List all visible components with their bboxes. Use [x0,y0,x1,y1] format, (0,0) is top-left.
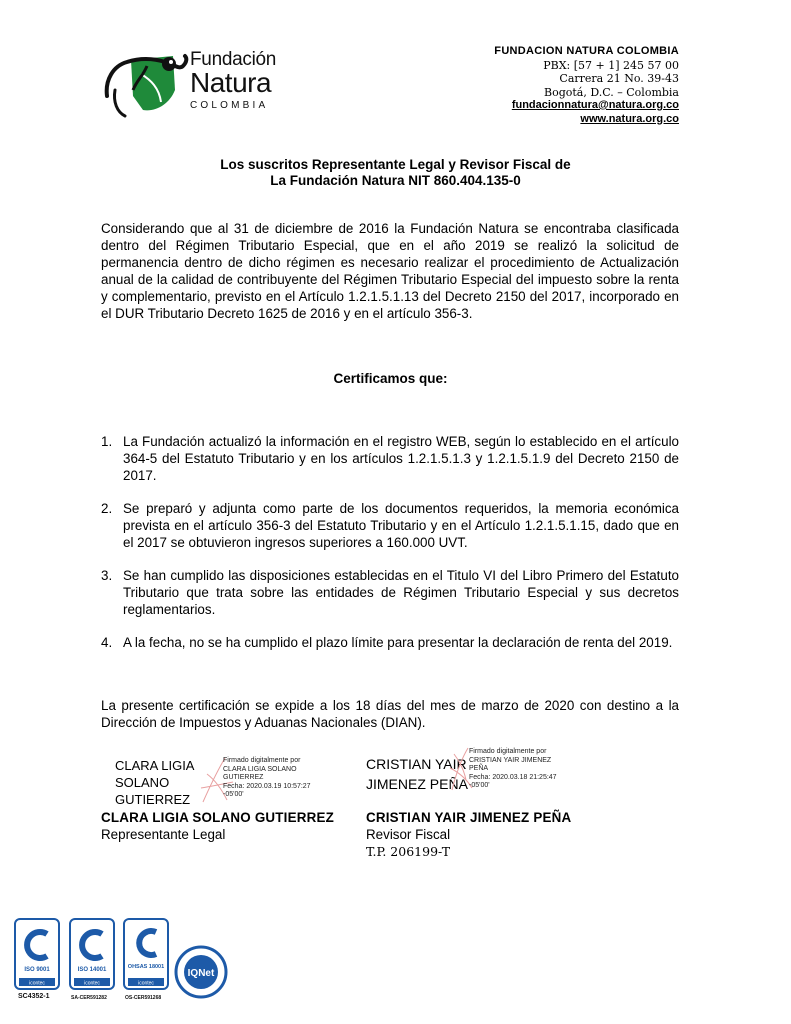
sig-2-digital-line: -05'00' [469,782,490,789]
sig-1-name-line: SOLANO [115,775,170,790]
cert-code: OS-CER591268 [125,995,162,1001]
list-item-text: La Fundación actualizó la información en el registro WEB, según lo establecido en el artículo 364-5 del Estatuto Tributario y en los artículos 1.2.1.5.1.3 y 1.2.1.5.1.9 del Decreto 2150 de 2017. [123,434,679,483]
signature-2-name: CRISTIAN YAIR JIMENEZ PEÑA [366,810,572,825]
certification-badges [12,915,232,1005]
org-address: Carrera 21 No. 39-43 [559,72,679,85]
badge-3-label: OHSAS 18001 [127,964,165,970]
sig-1-digital-line: GUTIERREZ [223,774,264,781]
certify-heading: Certificamos que: [333,371,448,386]
badge-2-brand: icontec [84,980,100,987]
iqnet-seal-icon [174,945,228,999]
signature-1-digital-stamp [223,757,311,800]
list-item [101,500,679,551]
certification-list [101,433,679,667]
sig-2-digital-line: Fecha: 2020.03.18 21:25:47 [469,773,557,781]
cert-code: SC4352-1 [18,993,50,1000]
sig-2-digital-line: PEÑA [469,765,489,772]
list-item-text: Se preparó y adjunta como parte de los documentos requeridos, la memoria económica prevista en el artículo 356-3 del Estatuto Tributario y en el Artículo 1.2.1.5.1.15, dado que en el 2017 se obtuvieron ingresos superiores a 160.000 UVT. [123,501,679,550]
badge-3-brand: icontec [138,980,154,987]
list-item [101,433,679,484]
sig-1-digital-line: Firmado digitalmente por [223,757,301,764]
list-item-text: A la fecha, no se ha cumplido el plazo límite para presentar la declaración de renta del 2019. [123,635,673,650]
org-name: FUNDACION NATURA COLOMBIA [494,45,679,57]
signature-2-professional-card: T.P. 206199-T [366,844,451,859]
foundation-logo [103,49,277,120]
list-item-number: 3. [101,568,113,583]
sig-2-name-line: JIMENEZ PEÑA [366,776,468,792]
badge-1-brand: icontec [29,980,45,987]
sig-2-digital-line: Firmado digitalmente por [469,748,547,755]
list-item [101,567,679,618]
logo-wordmark [190,50,276,111]
icontec-ohsas18001-badge-icon [123,918,169,990]
sig-1-digital-line: CLARA LIGIA SOLANO [223,765,297,773]
sig-1-name-line: GUTIERREZ [115,792,191,807]
icontec-iso14001-badge-icon [69,918,115,990]
list-item-number: 1. [101,434,113,449]
badge-2-label: ISO 14001 [77,967,107,973]
document-title [0,157,791,189]
sig-2-digital-line: CRISTIAN YAIR JIMENEZ [469,756,552,764]
signature-2-role: Revisor Fiscal [366,827,451,842]
logo-line-2: Natura [190,67,272,98]
badge-1-label: ISO 9001 [24,967,50,973]
signature-1-role: Representante Legal [101,827,226,842]
list-item-number: 4. [101,635,113,650]
org-phone: PBX: [57 + 1] 245 57 00 [543,58,679,72]
title-line-2: La Fundación Natura NIT 860.404.135-0 [270,173,521,188]
list-item-text: Se han cumplido las disposiciones establecidas en el Titulo VI del Libro Primero del Estatuto Tributario que trata sobre las entidades de Régimen Tributario Especial y sus decretos reglamentarios. [123,568,679,617]
org-city: Bogotá, D.C. – Colombia [543,85,679,99]
signature-1-name: CLARA LIGIA SOLANO GUTIERREZ [101,810,334,825]
signature-2-digital-stamp [469,748,557,791]
cert-code: SA-CER591282 [71,995,107,1001]
sig-1-digital-line: Fecha: 2020.03.19 10:57:27 [223,782,311,790]
intro-paragraph: Considerando que al 31 de diciembre de 2016 la Fundación Natura se encontraba clasificada dentro del Régimen Tributario Especial, que en el año 2019 se realizó la solicitud de permanencia dentro de dicho régimen es necesario realizar el procedimiento de Actualización anual de la calidad de contribuyente del Régimen Tributario Especial del impuesto sobre la renta y complementario, previsto en el Artículo 1.2.1.5.1.13 del Decreto 2150 del 2017, incorporado en el DUR Tributario Decreto 1625 de 2016 y en el artículo 356-3. [101,221,679,321]
sig-1-name-line: CLARA LIGIA [115,758,195,773]
logo-line-3: COLOMBIA [190,100,269,111]
logo-line-1: Fundación [190,49,277,70]
sig-1-digital-line: -05'00' [223,791,244,798]
title-line-1: Los suscritos Representante Legal y Revisor Fiscal de [220,157,571,172]
icontec-iso9001-badge-icon [14,918,60,990]
sig-2-name-line: CRISTIAN YAIR [366,756,467,772]
closing-paragraph: La presente certificación se expide a los 18 días del mes de marzo de 2020 con destino a la Dirección de Impuestos y Aduanas Nacionales (DIAN). [101,698,679,730]
org-contact-block [494,45,679,126]
iqnet-label: IQNet [187,968,215,979]
org-website-link[interactable]: www.natura.org.co [580,112,679,125]
list-item [101,634,679,651]
monkey-leaf-icon [103,50,189,120]
list-item-number: 2. [101,501,113,516]
org-email-link[interactable]: fundacionnatura@natura.org.co [511,99,679,111]
